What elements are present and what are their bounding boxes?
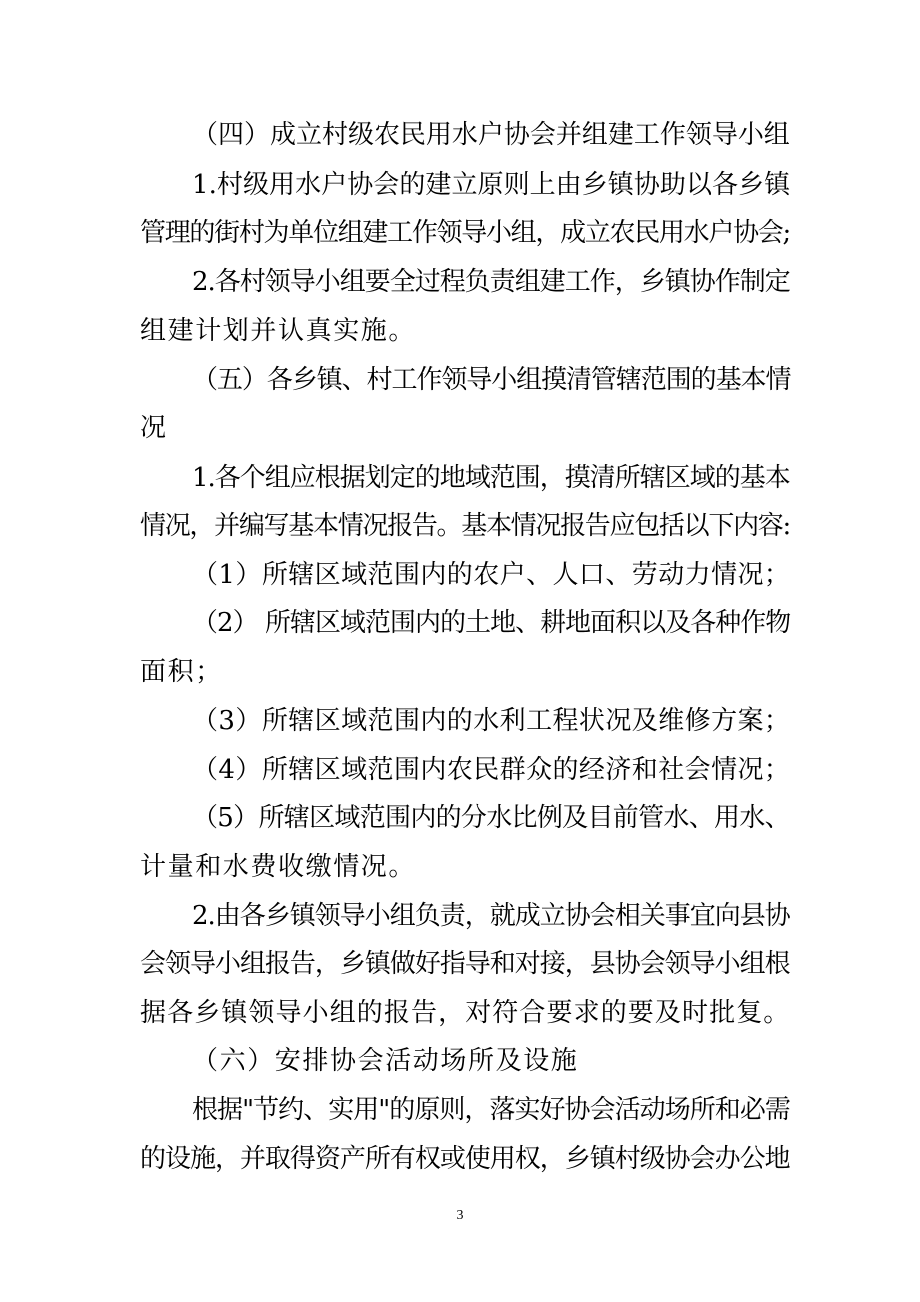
- heading-section-6: （六）安排协会活动场所及设施: [192, 1046, 579, 1076]
- list-item: （1）所辖区域范围内的农户、人口、劳动力情况；: [192, 560, 791, 590]
- list-item: （4）所辖区域范围内农民群众的经济和社会情况；: [192, 755, 791, 785]
- heading-section-4: （四）成立村级农民用水户协会并组建工作领导小组: [192, 120, 790, 150]
- list-item-continued: 计量和水费收缴情况。: [140, 852, 417, 882]
- paragraph-line: 根据"节约、实用"的原则，落实好协会活动场所和必需: [192, 1095, 790, 1125]
- paragraph-line: 会领导小组报告，乡镇做好指导和对接，县协会领导小组根: [140, 949, 790, 979]
- paragraph-line: 管理的街村为单位组建工作领导小组，成立农民用水户协会;: [140, 218, 790, 248]
- paragraph-line: 2.由各乡镇领导小组负责，就成立协会相关事宜向县协: [192, 901, 790, 931]
- paragraph-line: 情况，并编写基本情况报告。基本情况报告应包括以下内容:: [140, 511, 790, 541]
- list-item: （3）所辖区域范围内的水利工程状况及维修方案；: [192, 706, 791, 736]
- paragraph-line: 1.各个组应根据划定的地域范围，摸清所辖区域的基本: [192, 463, 790, 493]
- page-number: 3: [456, 1208, 464, 1223]
- list-item-continued: 面积；: [140, 657, 223, 687]
- heading-section-5-continued: 况: [140, 413, 168, 443]
- list-item: （2） 所辖区域范围内的土地、耕地面积以及各种作物: [192, 608, 791, 638]
- paragraph-line: 1.村级用水户协会的建立原则上由乡镇协助以各乡镇: [192, 170, 791, 200]
- paragraph-line: 2.各村领导小组要全过程负责组建工作，乡镇协作制定: [192, 267, 790, 297]
- paragraph-line: 组建计划并认真实施。: [140, 316, 417, 346]
- list-item: （5）所辖区域范围内的分水比例及目前管水、用水、: [192, 803, 790, 833]
- heading-section-5: （五）各乡镇、村工作领导小组摸清管辖范围的基本情: [192, 365, 791, 395]
- paragraph-line: 据各乡镇领导小组的报告，对符合要求的要及时批复。: [140, 998, 791, 1028]
- paragraph-line: 的设施，并取得资产所有权或使用权，乡镇村级协会办公地: [140, 1144, 790, 1174]
